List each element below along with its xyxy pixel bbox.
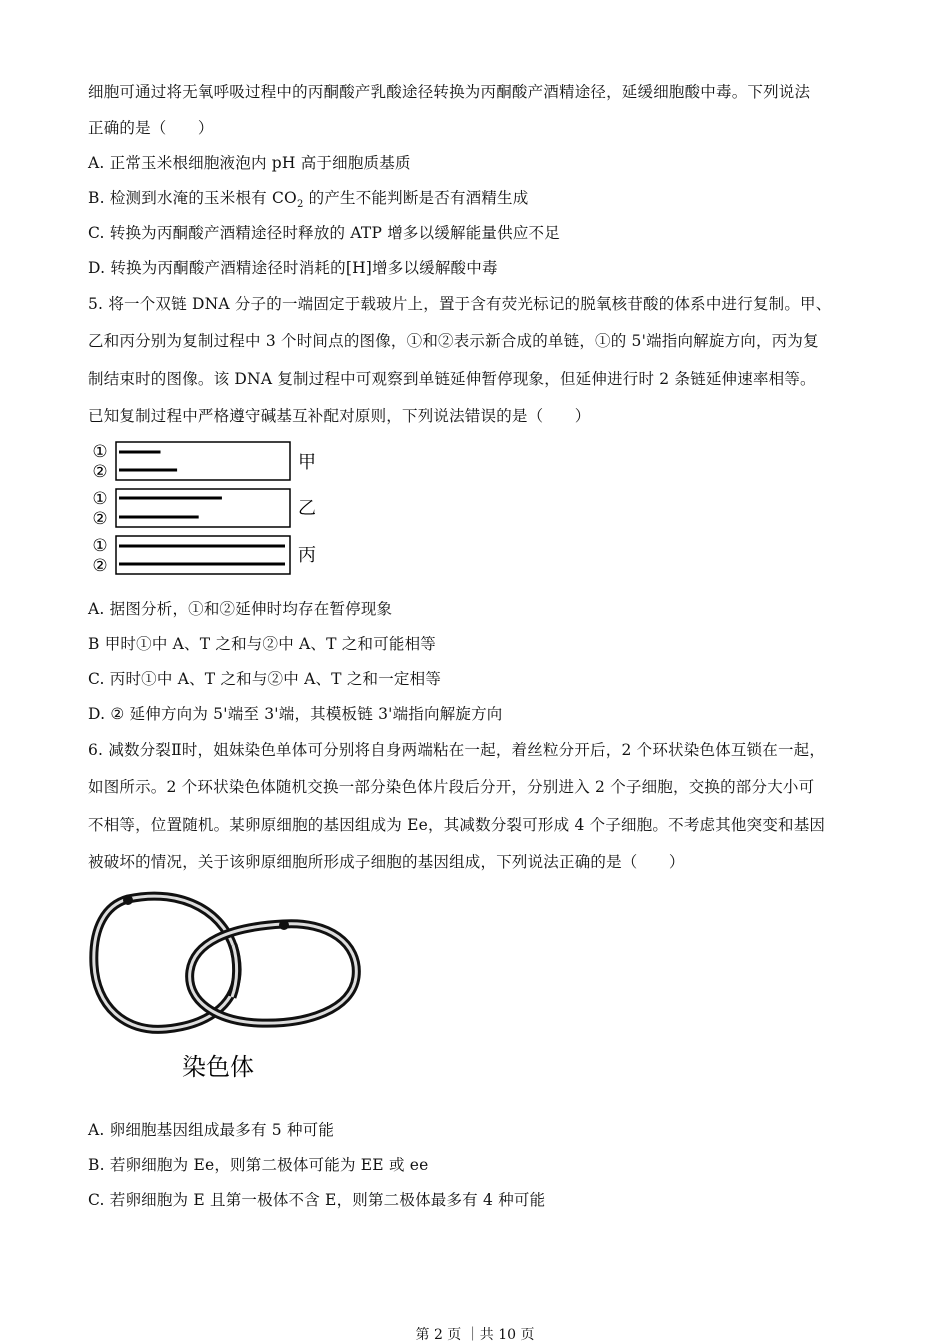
chromosome-caption: 染色体 [182,1053,254,1081]
q4-option-b-prefix: B. 检测到水淹的玉米根有 CO [88,189,297,207]
q6-option-a: A. 卵细胞基因组成最多有 5 种可能 [88,1121,335,1139]
q6-stem-line-2: 如图所示。2 个环状染色体随机交换一部分染色体片段后分开，分别进入 2 个子细胞，交换的部分大小可 [88,778,815,796]
panel-yi-label-2: ② [92,509,108,529]
panel-jia-label-1: ① [92,442,108,462]
panel-bing-label-1: ① [92,536,108,556]
panel-jia [92,442,316,482]
panel-yi [92,489,316,529]
q4-option-c: C. 转换为丙酮酸产酒精途径时释放的 ATP 增多以缓解能量供应不足 [88,224,560,242]
q5-stem-line-3: 制结束时的图像。该 DNA 复制过程中可观察到单链延伸暂停现象，但延伸进行时 2 条链延伸速率相等。 [88,370,816,388]
q4-option-b-suffix: 的产生不能判断是否有酒精生成 [303,189,529,207]
q5-stem-line-4: 已知复制过程中严格遵守碱基互补配对原则，下列说法错误的是（ ） [88,407,591,425]
q6-stem-line-4: 被破坏的情况，关于该卵原细胞所形成子细胞的基因组成，下列说法正确的是（ ） [88,853,685,871]
q5-option-b: B 甲时①中 A、T 之和与②中 A、T 之和可能相等 [88,635,436,653]
q6-option-c: C. 若卵细胞为 E 且第一极体不含 E，则第二极体最多有 4 种可能 [88,1191,546,1209]
q5-option-c: C. 丙时①中 A、T 之和与②中 A、T 之和一定相等 [88,670,442,688]
q4-option-b-subscript: 2 [296,199,304,211]
q4-option-d: D. 转换为丙酮酸产酒精途径时消耗的[H]增多以缓解酸中毒 [88,259,498,277]
q5-option-a: A. 据图分析，①和②延伸时均存在暂停现象 [88,600,393,618]
q4-stem-line-2: 正确的是（ ） [88,119,214,137]
interlocked-chromosome-figure [88,885,368,1090]
q5-option-d: D. ② 延伸方向为 5'端至 3'端，其模板链 3'端指向解旋方向 [88,705,503,723]
panel-jia-box [116,442,290,480]
panel-bing-label-2: ② [92,556,108,576]
q4-option-b [88,188,528,215]
q6-stem-line-1: 6. 减数分裂Ⅱ时，姐妹染色单体可分别将自身两端粘在一起，着丝粒分开后，2 个环状染色体互锁在一起， [88,741,826,759]
panel-yi-box [116,489,290,527]
q5-stem-line-1: 5. 将一个双链 DNA 分子的一端固定于载玻片上，置于含有荧光标记的脱氧核苷酸的体系中进行复制。甲、 [88,295,832,313]
q6-option-b: B. 若卵细胞为 Ee，则第二极体可能为 EE 或 ee [88,1156,429,1174]
panel-yi-label-1: ① [92,489,108,509]
q4-option-a: A. 正常玉米根细胞液泡内 pH 高于细胞质基质 [88,154,411,172]
dna-replication-figure [88,440,328,580]
q4-stem-line-1: 细胞可通过将无氧呼吸过程中的丙酮酸产乳酸途径转换为丙酮酸产酒精途径，延缓细胞酸中毒。下列说法 [88,83,811,101]
page-footer: 第 2 页 ｜共 10 页 [415,1327,535,1343]
q5-stem-line-2: 乙和丙分别为复制过程中 3 个时间点的图像，①和②表示新合成的单链，①的 5'端指向解旋方向，丙为复 [88,332,819,350]
panel-bing [92,536,316,576]
panel-bing-box [116,536,290,574]
panel-bing-name: 丙 [298,545,316,566]
ring-chromosome-right [190,920,357,1023]
q6-stem-line-3: 不相等，位置随机。某卵原细胞的基因组成为 Ee，其减数分裂可形成 4 个子细胞。不考虑其他突变和基因 [88,816,826,834]
panel-yi-name: 乙 [298,498,316,519]
panel-jia-name: 甲 [298,452,316,473]
panel-jia-label-2: ② [92,462,108,482]
